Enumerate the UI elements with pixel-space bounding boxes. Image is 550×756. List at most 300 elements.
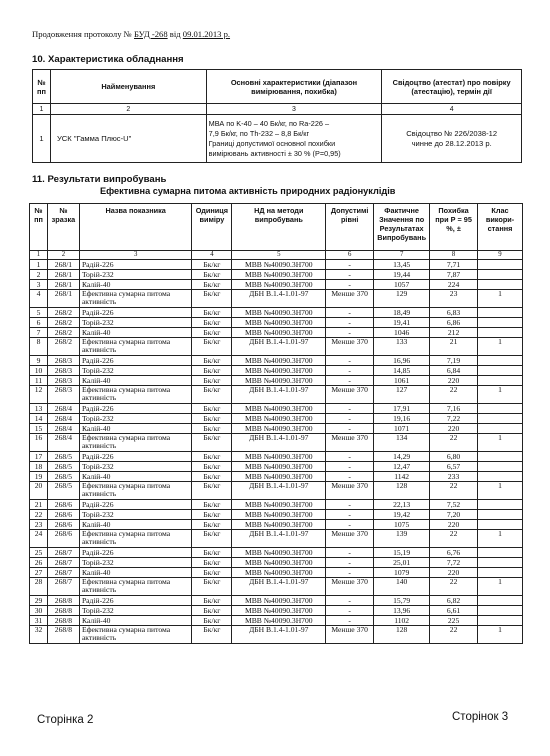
measurement-error: 233 bbox=[430, 472, 478, 482]
indicator-name: Торій-232 bbox=[79, 414, 191, 424]
usage-class bbox=[478, 356, 523, 366]
results-index: 2 bbox=[47, 251, 79, 260]
usage-class bbox=[478, 270, 523, 280]
unit: Бк/кг bbox=[192, 356, 232, 366]
measurement-error: 22 bbox=[430, 434, 478, 452]
usage-class bbox=[478, 452, 523, 462]
allowed-limit: - bbox=[326, 596, 374, 606]
unit: Бк/кг bbox=[192, 452, 232, 462]
results-index: 1 bbox=[30, 251, 48, 260]
indicator-name: Калій-40 bbox=[79, 520, 191, 530]
cert-line: Свідоцтво № 226/2038-12 bbox=[406, 128, 498, 138]
unit: Бк/кг bbox=[192, 414, 232, 424]
usage-class bbox=[478, 376, 523, 386]
sample-id: 268/4 bbox=[47, 424, 79, 434]
usage-class bbox=[478, 558, 523, 568]
allowed-limit: - bbox=[326, 520, 374, 530]
measured-value: 15,19 bbox=[374, 548, 430, 558]
allowed-limit: - bbox=[326, 616, 374, 626]
measured-value: 1046 bbox=[374, 328, 430, 338]
sample-id: 268/8 bbox=[47, 606, 79, 616]
unit: Бк/кг bbox=[192, 548, 232, 558]
test-method: ДБН В.1.4-1.01-97 bbox=[232, 386, 326, 404]
measurement-error: 6,86 bbox=[430, 318, 478, 328]
results-row bbox=[30, 482, 523, 500]
allowed-limit: - bbox=[326, 548, 374, 558]
test-method: МВВ №40090.3Н700 bbox=[232, 510, 326, 520]
results-row bbox=[30, 548, 523, 558]
allowed-limit: - bbox=[326, 366, 374, 376]
results-index: 3 bbox=[79, 251, 191, 260]
equipment-col-cert: Свідоцтво (атестат) про повірку (атестацію), термін дії bbox=[382, 70, 522, 104]
indicator-name: Калій-40 bbox=[79, 376, 191, 386]
measurement-error: 220 bbox=[430, 376, 478, 386]
results-row bbox=[30, 280, 523, 290]
measurement-error: 6,57 bbox=[430, 462, 478, 472]
row-no: 26 bbox=[30, 558, 48, 568]
measurement-error: 22 bbox=[430, 530, 478, 548]
measured-value: 133 bbox=[374, 338, 430, 356]
allowed-limit: - bbox=[326, 260, 374, 270]
sample-id: 268/4 bbox=[47, 404, 79, 414]
measurement-error: 7,72 bbox=[430, 558, 478, 568]
header-prefix: Продовження протоколу № bbox=[32, 29, 132, 39]
unit: Бк/кг bbox=[192, 626, 232, 644]
measured-value: 1079 bbox=[374, 568, 430, 578]
unit: Бк/кг bbox=[192, 482, 232, 500]
measured-value: 14,29 bbox=[374, 452, 430, 462]
measurement-error: 7,16 bbox=[430, 404, 478, 414]
allowed-limit: - bbox=[326, 510, 374, 520]
sample-id: 268/7 bbox=[47, 578, 79, 596]
results-col-indicator: Назва показника bbox=[79, 204, 191, 251]
usage-class bbox=[478, 366, 523, 376]
test-method: МВВ №40090.3Н700 bbox=[232, 318, 326, 328]
chars-line: вимірювань активності ± 30 % (Р=0,95) bbox=[208, 148, 341, 158]
allowed-limit: - bbox=[326, 462, 374, 472]
measured-value: 15,79 bbox=[374, 596, 430, 606]
protocol-number: БУД -268 bbox=[134, 29, 168, 39]
indicator-name: Радій-226 bbox=[79, 356, 191, 366]
measurement-error: 23 bbox=[430, 290, 478, 308]
test-method: ДБН В.1.4-1.01-97 bbox=[232, 290, 326, 308]
results-row bbox=[30, 404, 523, 414]
row-no: 3 bbox=[30, 280, 48, 290]
results-row bbox=[30, 328, 523, 338]
usage-class bbox=[478, 260, 523, 270]
allowed-limit: Менше 370 bbox=[326, 482, 374, 500]
test-method: МВВ №40090.3Н700 bbox=[232, 366, 326, 376]
sample-id: 268/3 bbox=[47, 366, 79, 376]
usage-class: 1 bbox=[478, 482, 523, 500]
indicator-name: Радій-226 bbox=[79, 308, 191, 318]
allowed-limit: - bbox=[326, 280, 374, 290]
results-row bbox=[30, 318, 523, 328]
equipment-characteristics bbox=[206, 115, 382, 163]
test-method: МВВ №40090.3Н700 bbox=[232, 356, 326, 366]
test-method: МВВ №40090.3Н700 bbox=[232, 548, 326, 558]
results-row bbox=[30, 568, 523, 578]
measured-value: 1057 bbox=[374, 280, 430, 290]
row-no: 1 bbox=[30, 260, 48, 270]
sample-id: 268/1 bbox=[47, 280, 79, 290]
allowed-limit: Менше 370 bbox=[326, 578, 374, 596]
test-method: ДБН В.1.4-1.01-97 bbox=[232, 482, 326, 500]
results-row bbox=[30, 260, 523, 270]
measured-value: 19,41 bbox=[374, 318, 430, 328]
unit: Бк/кг bbox=[192, 500, 232, 510]
measurement-error: 22 bbox=[430, 386, 478, 404]
row-no: 15 bbox=[30, 424, 48, 434]
usage-class bbox=[478, 520, 523, 530]
usage-class bbox=[478, 414, 523, 424]
row-no: 19 bbox=[30, 472, 48, 482]
equipment-header-row bbox=[33, 70, 522, 104]
sample-id: 268/1 bbox=[47, 290, 79, 308]
sample-id: 268/7 bbox=[47, 568, 79, 578]
indicator-name: Радій-226 bbox=[79, 596, 191, 606]
measured-value: 12,47 bbox=[374, 462, 430, 472]
results-row bbox=[30, 356, 523, 366]
measurement-error: 212 bbox=[430, 328, 478, 338]
equipment-index-row bbox=[33, 104, 522, 115]
test-method: МВВ №40090.3Н700 bbox=[232, 568, 326, 578]
equipment-name: УСК "Гамма Плюс-U" bbox=[50, 115, 206, 163]
measurement-error: 6,83 bbox=[430, 308, 478, 318]
test-method: ДБН В.1.4-1.01-97 bbox=[232, 530, 326, 548]
allowed-limit: - bbox=[326, 558, 374, 568]
usage-class: 1 bbox=[478, 338, 523, 356]
row-no: 2 bbox=[30, 270, 48, 280]
usage-class bbox=[478, 606, 523, 616]
usage-class: 1 bbox=[478, 578, 523, 596]
measured-value: 129 bbox=[374, 290, 430, 308]
allowed-limit: - bbox=[326, 404, 374, 414]
results-row bbox=[30, 558, 523, 568]
measurement-error: 6,61 bbox=[430, 606, 478, 616]
allowed-limit: Менше 370 bbox=[326, 338, 374, 356]
sample-id: 268/1 bbox=[47, 260, 79, 270]
usage-class bbox=[478, 424, 523, 434]
equipment-index: 1 bbox=[33, 104, 51, 115]
results-index-row bbox=[30, 251, 523, 260]
unit: Бк/кг bbox=[192, 606, 232, 616]
row-no: 14 bbox=[30, 414, 48, 424]
row-no: 23 bbox=[30, 520, 48, 530]
sample-id: 268/5 bbox=[47, 472, 79, 482]
measurement-error: 21 bbox=[430, 338, 478, 356]
indicator-name: Радій-226 bbox=[79, 260, 191, 270]
sample-id: 268/5 bbox=[47, 462, 79, 472]
indicator-name: Радій-226 bbox=[79, 500, 191, 510]
measurement-error: 224 bbox=[430, 280, 478, 290]
results-row bbox=[30, 424, 523, 434]
test-method: МВВ №40090.3Н700 bbox=[232, 472, 326, 482]
measured-value: 19,42 bbox=[374, 510, 430, 520]
row-no: 24 bbox=[30, 530, 48, 548]
measurement-error: 22 bbox=[430, 482, 478, 500]
measured-value: 17,91 bbox=[374, 404, 430, 414]
section-11-title: 11. Результати випробувань bbox=[32, 174, 167, 185]
unit: Бк/кг bbox=[192, 376, 232, 386]
measured-value: 127 bbox=[374, 386, 430, 404]
measurement-error: 22 bbox=[430, 626, 478, 644]
unit: Бк/кг bbox=[192, 472, 232, 482]
unit: Бк/кг bbox=[192, 520, 232, 530]
indicator-name: Радій-226 bbox=[79, 404, 191, 414]
sample-id: 268/6 bbox=[47, 500, 79, 510]
unit: Бк/кг bbox=[192, 578, 232, 596]
unit: Бк/кг bbox=[192, 424, 232, 434]
test-method: МВВ №40090.3Н700 bbox=[232, 452, 326, 462]
row-no: 22 bbox=[30, 510, 48, 520]
row-no: 11 bbox=[30, 376, 48, 386]
sample-id: 268/5 bbox=[47, 452, 79, 462]
measurement-error: 225 bbox=[430, 616, 478, 626]
indicator-name: Торій-232 bbox=[79, 558, 191, 568]
unit: Бк/кг bbox=[192, 386, 232, 404]
unit: Бк/кг bbox=[192, 568, 232, 578]
indicator-name: Ефективна сумарна питома активність bbox=[79, 290, 191, 308]
usage-class bbox=[478, 404, 523, 414]
unit: Бк/кг bbox=[192, 596, 232, 606]
allowed-limit: - bbox=[326, 414, 374, 424]
indicator-name: Калій-40 bbox=[79, 328, 191, 338]
results-row bbox=[30, 626, 523, 644]
section-11-subtitle: Ефективна сумарна питома активність природних радіонуклідів bbox=[100, 186, 396, 196]
unit: Бк/кг bbox=[192, 434, 232, 452]
allowed-limit: - bbox=[326, 376, 374, 386]
row-no: 18 bbox=[30, 462, 48, 472]
row-no: 5 bbox=[30, 308, 48, 318]
sample-id: 268/4 bbox=[47, 434, 79, 452]
indicator-name: Торій-232 bbox=[79, 462, 191, 472]
results-row bbox=[30, 520, 523, 530]
measurement-error: 6,80 bbox=[430, 452, 478, 462]
protocol-date: 09.01.2013 р. bbox=[182, 29, 231, 39]
usage-class bbox=[478, 616, 523, 626]
results-index: 5 bbox=[232, 251, 326, 260]
sample-id: 268/6 bbox=[47, 530, 79, 548]
results-row bbox=[30, 472, 523, 482]
results-header-row bbox=[30, 204, 523, 251]
measured-value: 140 bbox=[374, 578, 430, 596]
row-no: 32 bbox=[30, 626, 48, 644]
usage-class bbox=[478, 462, 523, 472]
indicator-name: Калій-40 bbox=[79, 280, 191, 290]
test-method: МВВ №40090.3Н700 bbox=[232, 462, 326, 472]
sample-id: 268/7 bbox=[47, 548, 79, 558]
equipment-row bbox=[33, 115, 522, 163]
results-row bbox=[30, 290, 523, 308]
sample-id: 268/8 bbox=[47, 596, 79, 606]
indicator-name: Радій-226 bbox=[79, 548, 191, 558]
sample-id: 268/4 bbox=[47, 414, 79, 424]
indicator-name: Ефективна сумарна питома активність bbox=[79, 626, 191, 644]
results-col-error: Похибка при Р = 95 %, ± bbox=[430, 204, 478, 251]
row-no: 25 bbox=[30, 548, 48, 558]
equipment-index: 3 bbox=[206, 104, 382, 115]
test-method: МВВ №40090.3Н700 bbox=[232, 414, 326, 424]
row-no: 20 bbox=[30, 482, 48, 500]
unit: Бк/кг bbox=[192, 510, 232, 520]
sample-id: 268/3 bbox=[47, 356, 79, 366]
allowed-limit: - bbox=[326, 356, 374, 366]
indicator-name: Калій-40 bbox=[79, 472, 191, 482]
unit: Бк/кг bbox=[192, 280, 232, 290]
test-method: МВВ №40090.3Н700 bbox=[232, 328, 326, 338]
row-no: 12 bbox=[30, 386, 48, 404]
row-no: 30 bbox=[30, 606, 48, 616]
allowed-limit: Менше 370 bbox=[326, 626, 374, 644]
row-no: 29 bbox=[30, 596, 48, 606]
results-row bbox=[30, 386, 523, 404]
unit: Бк/кг bbox=[192, 338, 232, 356]
test-method: МВВ №40090.3Н700 bbox=[232, 424, 326, 434]
results-index: 9 bbox=[478, 251, 523, 260]
results-row bbox=[30, 434, 523, 452]
usage-class bbox=[478, 596, 523, 606]
measured-value: 139 bbox=[374, 530, 430, 548]
row-no: 21 bbox=[30, 500, 48, 510]
measurement-error: 220 bbox=[430, 520, 478, 530]
section-10-title: 10. Характеристика обладнання bbox=[32, 54, 184, 65]
measured-value: 16,96 bbox=[374, 356, 430, 366]
measurement-error: 7,71 bbox=[430, 260, 478, 270]
equipment-col-chars: Основні характеристики (діапазон вимірювання, похибка) bbox=[206, 70, 382, 104]
measured-value: 19,16 bbox=[374, 414, 430, 424]
chars-line: МВА по K-40 – 40 Бк/кг, по Ra-226 – bbox=[208, 118, 330, 128]
sample-id: 268/8 bbox=[47, 626, 79, 644]
results-col-sample: № зразка bbox=[47, 204, 79, 251]
unit: Бк/кг bbox=[192, 260, 232, 270]
results-row bbox=[30, 616, 523, 626]
test-method: МВВ №40090.3Н700 bbox=[232, 270, 326, 280]
chars-line: 7,9 Бк/кг, по Th-232 – 8,8 Бк/кг bbox=[208, 128, 310, 138]
test-method: МВВ №40090.3Н700 bbox=[232, 520, 326, 530]
equipment-no: 1 bbox=[33, 115, 51, 163]
unit: Бк/кг bbox=[192, 558, 232, 568]
results-row bbox=[30, 530, 523, 548]
test-method: МВВ №40090.3Н700 bbox=[232, 280, 326, 290]
indicator-name: Ефективна сумарна питома активність bbox=[79, 482, 191, 500]
results-index: 8 bbox=[430, 251, 478, 260]
equipment-col-name: Найменування bbox=[50, 70, 206, 104]
equipment-table bbox=[32, 69, 522, 163]
row-no: 28 bbox=[30, 578, 48, 596]
measured-value: 22,13 bbox=[374, 500, 430, 510]
test-method: ДБН В.1.4-1.01-97 bbox=[232, 338, 326, 356]
row-no: 9 bbox=[30, 356, 48, 366]
row-no: 27 bbox=[30, 568, 48, 578]
measured-value: 1071 bbox=[374, 424, 430, 434]
sample-id: 268/5 bbox=[47, 482, 79, 500]
sample-id: 268/2 bbox=[47, 318, 79, 328]
usage-class: 1 bbox=[478, 386, 523, 404]
test-method: МВВ №40090.3Н700 bbox=[232, 376, 326, 386]
results-row bbox=[30, 578, 523, 596]
usage-class bbox=[478, 472, 523, 482]
row-no: 13 bbox=[30, 404, 48, 414]
results-row bbox=[30, 366, 523, 376]
sample-id: 268/3 bbox=[47, 376, 79, 386]
test-method: МВВ №40090.3Н700 bbox=[232, 404, 326, 414]
indicator-name: Торій-232 bbox=[79, 270, 191, 280]
results-col-unit: Одиниця виміру bbox=[192, 204, 232, 251]
measurement-error: 220 bbox=[430, 568, 478, 578]
indicator-name: Калій-40 bbox=[79, 568, 191, 578]
sample-id: 268/7 bbox=[47, 558, 79, 568]
row-no: 31 bbox=[30, 616, 48, 626]
usage-class: 1 bbox=[478, 434, 523, 452]
measured-value: 14,85 bbox=[374, 366, 430, 376]
sample-id: 268/3 bbox=[47, 386, 79, 404]
usage-class bbox=[478, 510, 523, 520]
measurement-error: 220 bbox=[430, 424, 478, 434]
equipment-certificate bbox=[382, 115, 522, 163]
measurement-error: 7,20 bbox=[430, 510, 478, 520]
measured-value: 13,96 bbox=[374, 606, 430, 616]
results-row bbox=[30, 462, 523, 472]
results-row bbox=[30, 338, 523, 356]
allowed-limit: - bbox=[326, 568, 374, 578]
measured-value: 13,45 bbox=[374, 260, 430, 270]
allowed-limit: - bbox=[326, 452, 374, 462]
equipment-col-no: № пп bbox=[33, 70, 51, 104]
measurement-error: 7,52 bbox=[430, 500, 478, 510]
test-method: ДБН В.1.4-1.01-97 bbox=[232, 578, 326, 596]
indicator-name: Радій-226 bbox=[79, 452, 191, 462]
test-method: МВВ №40090.3Н700 bbox=[232, 558, 326, 568]
test-method: МВВ №40090.3Н700 bbox=[232, 308, 326, 318]
unit: Бк/кг bbox=[192, 308, 232, 318]
test-method: ДБН В.1.4-1.01-97 bbox=[232, 626, 326, 644]
indicator-name: Торій-232 bbox=[79, 366, 191, 376]
results-row bbox=[30, 510, 523, 520]
measurement-error: 7,87 bbox=[430, 270, 478, 280]
measurement-error: 22 bbox=[430, 578, 478, 596]
measured-value: 1061 bbox=[374, 376, 430, 386]
results-index: 4 bbox=[192, 251, 232, 260]
usage-class bbox=[478, 548, 523, 558]
results-col-class: Клас викори- стання bbox=[478, 204, 523, 251]
row-no: 8 bbox=[30, 338, 48, 356]
indicator-name: Калій-40 bbox=[79, 424, 191, 434]
equipment-index: 4 bbox=[382, 104, 522, 115]
allowed-limit: Менше 370 bbox=[326, 386, 374, 404]
usage-class bbox=[478, 500, 523, 510]
measurement-error: 6,84 bbox=[430, 366, 478, 376]
results-row bbox=[30, 596, 523, 606]
indicator-name: Торій-232 bbox=[79, 318, 191, 328]
indicator-name: Ефективна сумарна питома активність bbox=[79, 338, 191, 356]
usage-class: 1 bbox=[478, 626, 523, 644]
indicator-name: Ефективна сумарна питома активність bbox=[79, 386, 191, 404]
unit: Бк/кг bbox=[192, 270, 232, 280]
measured-value: 18,49 bbox=[374, 308, 430, 318]
test-method: ДБН В.1.4-1.01-97 bbox=[232, 434, 326, 452]
sample-id: 268/2 bbox=[47, 328, 79, 338]
test-method: МВВ №40090.3Н700 bbox=[232, 500, 326, 510]
unit: Бк/кг bbox=[192, 616, 232, 626]
sample-id: 268/6 bbox=[47, 510, 79, 520]
usage-class bbox=[478, 318, 523, 328]
measured-value: 1075 bbox=[374, 520, 430, 530]
protocol-header bbox=[32, 29, 230, 39]
measured-value: 1142 bbox=[374, 472, 430, 482]
unit: Бк/кг bbox=[192, 366, 232, 376]
row-no: 6 bbox=[30, 318, 48, 328]
